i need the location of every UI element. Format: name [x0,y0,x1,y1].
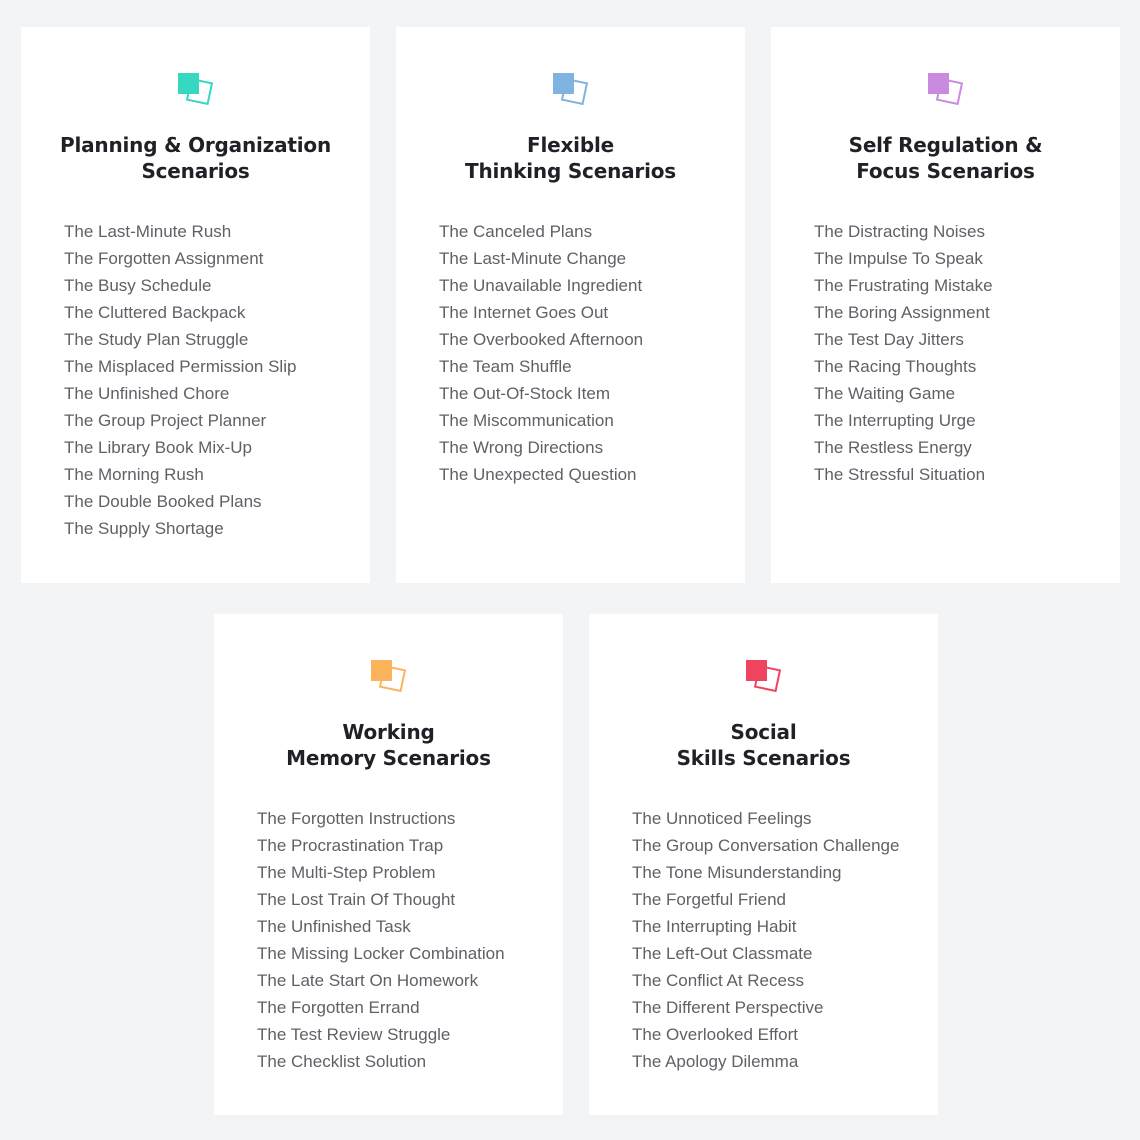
scenario-item: The Canceled Plans [439,222,593,241]
scenario-item: The Multi-Step Problem [257,863,436,882]
scenario-item: The Late Start On Homework [257,971,479,990]
scenario-item: The Morning Rush [64,465,204,484]
scenario-card-self-regulation [771,27,1120,583]
scenario-item: The Busy Schedule [64,276,212,295]
card-title-line: Social [730,720,797,744]
scenario-item: The Impulse To Speak [814,249,983,268]
scenario-item: The Cluttered Backpack [64,303,246,322]
card-title-line: Memory Scenarios [286,746,491,770]
scenario-item: The Boring Assignment [814,303,990,322]
scenario-item: The Unexpected Question [439,465,637,484]
card-title [21,132,370,184]
scenario-item: The Out-Of-Stock Item [439,384,610,403]
scenario-item: The Study Plan Struggle [64,330,249,349]
scenario-list [632,805,899,1075]
card-title-line: Focus Scenarios [856,159,1035,183]
scenario-item: The Interrupting Habit [632,917,797,936]
card-title-line: Thinking Scenarios [465,159,676,183]
scenario-item: The Overbooked Afternoon [439,330,644,349]
cards-icon [744,658,784,698]
card-title [396,132,745,184]
scenario-item: The Apology Dilemma [632,1052,799,1071]
scenario-item: The Library Book Mix-Up [64,438,253,457]
scenario-item: The Miscommunication [439,411,614,430]
cards-icon [551,71,591,111]
scenario-item: The Forgetful Friend [632,890,787,909]
scenario-item: The Internet Goes Out [439,303,609,322]
scenario-item: The Group Project Planner [64,411,267,430]
scenario-card-social-skills [589,614,938,1115]
card-title-line: Working [342,720,435,744]
scenario-item: The Group Conversation Challenge [632,836,900,855]
scenario-item: The Unfinished Chore [64,384,230,403]
card-title-line: Skills Scenarios [676,746,851,770]
scenario-item: The Left-Out Classmate [632,944,813,963]
scenario-list [64,218,296,542]
card-title-line: Flexible [527,133,614,157]
cards-icon [369,658,409,698]
scenario-item: The Missing Locker Combination [257,944,505,963]
cards-icon [926,71,966,111]
scenario-item: The Conflict At Recess [632,971,804,990]
scenario-item: The Last-Minute Change [439,249,627,268]
scenario-item: The Tone Misunderstanding [632,863,842,882]
scenario-item: The Test Review Struggle [257,1025,451,1044]
scenario-card-flexible-thinking [396,27,745,583]
scenario-list [814,218,993,488]
scenario-item: The Unnoticed Feelings [632,809,812,828]
scenario-item: The Forgotten Assignment [64,249,264,268]
scenario-item: The Last-Minute Rush [64,222,232,241]
cards-icon [176,71,216,111]
scenario-item: The Team Shuffle [439,357,572,376]
card-title-line: Self Regulation & [848,133,1043,157]
card-title-line: Scenarios [141,159,250,183]
card-title [771,132,1120,184]
scenario-item: The Unfinished Task [257,917,411,936]
scenario-item: The Waiting Game [814,384,956,403]
scenario-item: The Forgotten Errand [257,998,420,1017]
scenario-item: The Misplaced Permission Slip [64,357,297,376]
scenario-card-working-memory [214,614,563,1115]
scenario-item: The Lost Train Of Thought [257,890,456,909]
scenario-card-planning [21,27,370,583]
scenario-item: The Supply Shortage [64,519,224,538]
scenario-list [439,218,643,488]
scenario-item: The Distracting Noises [814,222,986,241]
scenario-item: The Double Booked Plans [64,492,262,511]
scenario-item: The Restless Energy [814,438,972,457]
scenario-item: The Test Day Jitters [814,330,964,349]
card-title [589,719,938,771]
scenario-item: The Unavailable Ingredient [439,276,643,295]
card-title-line: Planning & Organization [60,133,331,157]
scenario-item: The Overlooked Effort [632,1025,798,1044]
scenario-item: The Forgotten Instructions [257,809,456,828]
scenario-item: The Checklist Solution [257,1052,427,1071]
scenario-item: The Wrong Directions [439,438,604,457]
scenario-item: The Different Perspective [632,998,824,1017]
scenario-item: The Stressful Situation [814,465,986,484]
card-title [214,719,563,771]
scenario-list [257,805,505,1075]
scenario-item: The Frustrating Mistake [814,276,993,295]
scenario-item: The Procrastination Trap [257,836,444,855]
scenario-item: The Racing Thoughts [814,357,977,376]
scenario-item: The Interrupting Urge [814,411,976,430]
